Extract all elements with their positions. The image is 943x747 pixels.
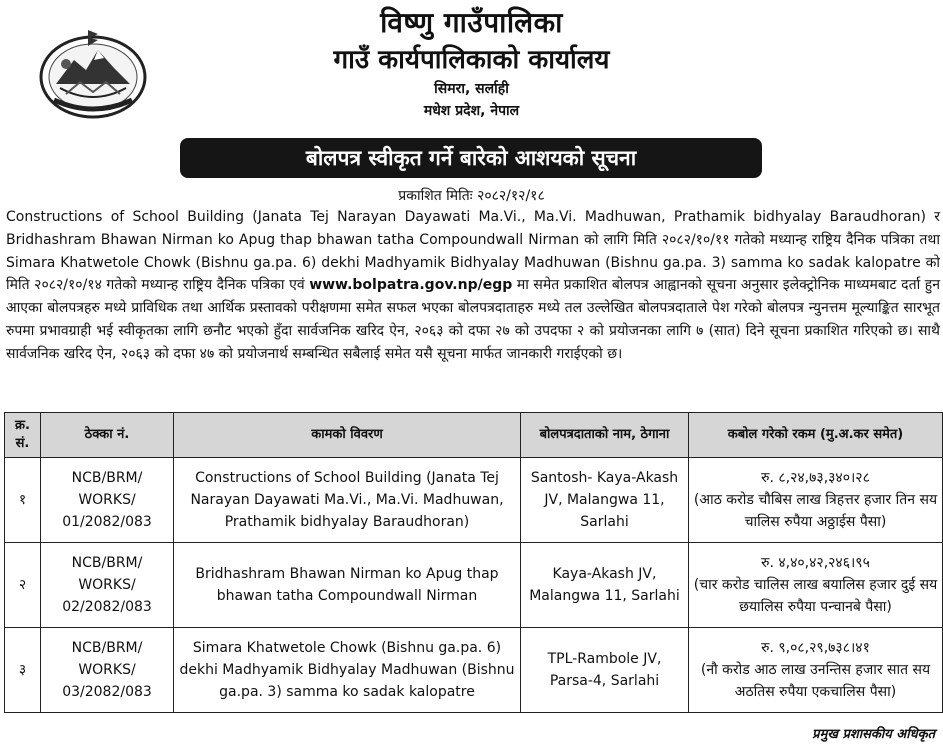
- row-work-desc: Bridhashram Bhawan Nirman ko Apug thap bhawan tatha Compoundwall Nirman: [174, 543, 521, 628]
- row-contract-no: NCB/BRM/ WORKS/ 03/2082/083: [41, 628, 174, 713]
- amount-words: (नौ करोड आठ लाख उनन्तिस हजार सात सय अठतिस रुपैया एकचालिस पैसा): [700, 662, 931, 700]
- signature-title: प्रमुख प्रशासकीय अधिकृत: [812, 727, 935, 742]
- table-row: [5, 628, 943, 713]
- row-sn: २: [5, 543, 41, 628]
- row-contract-no: NCB/BRM/ WORKS/ 01/2082/083: [41, 458, 174, 543]
- row-bidder: TPL-Rambole JV, Parsa-4, Sarlahi: [521, 628, 689, 713]
- body-part-1: Constructions of School Building (Janata Tej Narayan Dayawati Ma.Vi., Ma.Vi. Madhuwan, Prathamik bidhyalay Baraudhoran) र Bridhashram Bhawan Nirman ko Apug thap bhawan tatha Compoundwall Nirman को लागि मिति २०८२/१०/११ गतेको मध्यान्ह राष्ट्रिय दैनिक पत्रिका तथा Simara Khatwetole Chowk (Bishnu ga.pa. 6) dekhi Madhyamik Bidhyalay Madhuwan (Bishnu ga.pa. 3) samma ko sadak kalopatre को मिति २०८२/१०/१४ गतेको मध्यान्ह राष्ट्रिय दैनिक पत्रिका एवं: [6, 209, 940, 294]
- amount-words: (चार करोड चालिस लाख बयालिस हजार दुई सय छयालिस रुपैया पन्चानबे पैसा): [693, 577, 938, 615]
- body-part-2: मा समेत प्रकाशित बोलपत्र आह्वानको सूचना अनुसार इलेक्ट्रोनिक माध्यमबाट दर्ता हुन आएका बोलपत्रहरु मध्ये प्राविधिक तथा आर्थिक प्रस्तावको परीक्षणमा समेत सफल भएका बोलपत्रदाताहरु मध्ये तल उल्लेखित बोलपत्रदाताले पेश गरेको बोलपत्र न्युनत्तम मूल्याङ्कित सारभूत रुपमा प्रभावग्राही भई स्वीकृतका लागि छनौट भएको हुँदा सार्वजनिक खरिद ऐन, २०६३ को दफा २७ को उपदफा २ को प्रयोजनका लागि ७ (सात) दिने सूचना प्रकाशित गरिएको छ। साथै सार्वजनिक खरिद ऐन, २०६३ को दफा ४७ को प्रयोजनार्थ सम्बन्धित सबैलाई समेत यसै सूचना मार्फत जानकारी गराईएको छ।: [6, 277, 940, 362]
- table-row: [5, 458, 943, 543]
- row-amount: [689, 458, 943, 543]
- row-work-desc: Simara Khatwetole Chowk (Bishnu ga.pa. 6) dekhi Madhyamik Bidhyalay Madhuwan (Bishnu ga.pa. 3) samma ko sadak kalopatre: [174, 628, 521, 713]
- office-name: गाउँ कार्यपालिकाको कार्यालय: [333, 45, 610, 75]
- col-header-work-desc: कामको विवरण: [174, 413, 521, 458]
- table-header-row: [5, 413, 943, 458]
- published-label: प्रकाशित मितिः: [398, 188, 473, 204]
- notice-body: [6, 206, 940, 366]
- address-line-2: मधेश प्रदेश, नेपाल: [423, 103, 520, 119]
- amount-figure: रु. ८,२४,७३,३४०।२८: [761, 470, 870, 486]
- row-contract-no: NCB/BRM/ WORKS/ 02/2082/083: [41, 543, 174, 628]
- col-header-amount: कबोल गरेको रकम (मु.अ.कर समेत): [689, 413, 943, 458]
- row-work-desc: Constructions of School Building (Janata Tej Narayan Dayawati Ma.Vi., Ma.Vi. Madhuwan, Prathamik bidhyalay Baraudhoran): [174, 458, 521, 543]
- col-header-sn: क्र. सं.: [5, 413, 41, 458]
- notice-title: बोलपत्र स्वीकृत गर्ने बारेको आशयको सूचना: [180, 138, 762, 178]
- amount-figure: रु. ४,४०,४२,२४६।९५: [761, 555, 870, 571]
- col-header-contract-no: ठेक्का नं.: [41, 413, 174, 458]
- row-sn: १: [5, 458, 41, 543]
- header: [0, 4, 943, 122]
- amount-words: (आठ करोड चौबिस लाख त्रिहत्तर हजार तिन सय चालिस रुपैया अठ्ठाईस पैसा): [693, 492, 938, 530]
- published-date-value: २०८२/१२/१८: [477, 188, 545, 204]
- published-date: [0, 186, 943, 205]
- address-line-1: सिमरा, सर्लाही: [434, 81, 509, 97]
- row-bidder: Kaya-Akash JV, Malangwa 11, Sarlahi: [521, 543, 689, 628]
- website-link[interactable]: www.bolpatra.gov.np/egp: [309, 277, 513, 294]
- col-header-bidder: बोलपत्रदाताको नाम, ठेगाना: [521, 413, 689, 458]
- row-amount: [689, 628, 943, 713]
- bid-table: [4, 412, 943, 713]
- amount-figure: रु. ९,०८,२९,७३८।४१: [761, 640, 870, 656]
- row-sn: ३: [5, 628, 41, 713]
- org-name: विष्णु गाउँपालिका: [380, 6, 563, 39]
- row-amount: [689, 543, 943, 628]
- row-bidder: Santosh- Kaya-Akash JV, Malangwa 11, Sarlahi: [521, 458, 689, 543]
- table-row: [5, 543, 943, 628]
